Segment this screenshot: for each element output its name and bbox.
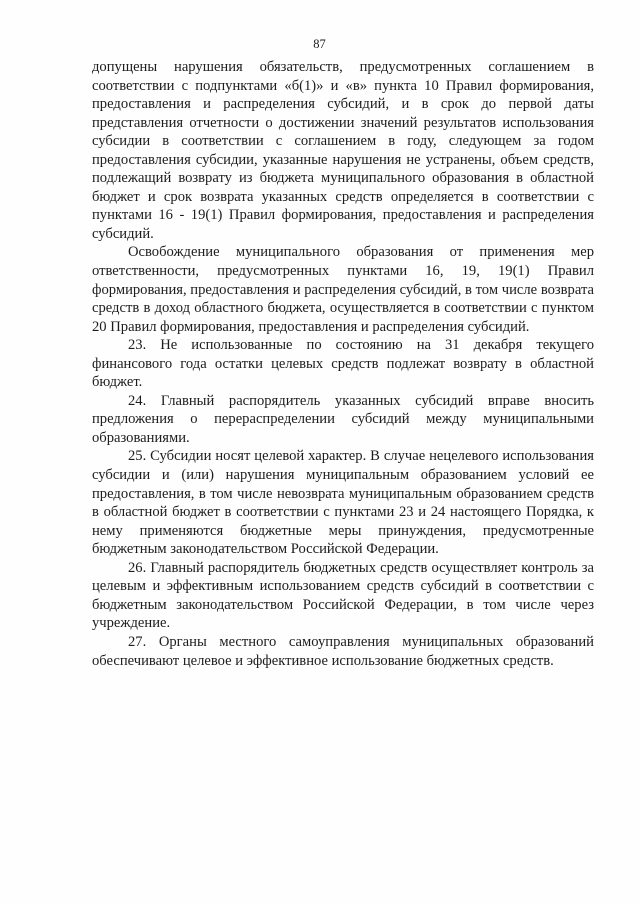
page-number: 87	[313, 37, 326, 51]
paragraph-26: 26. Главный распорядитель бюджетных средств осуществляет контроль за целевым и эффективным использованием средств субсидий в соответствии с бюджетным законодательством Российской Федерации, в том числе через учреждение.	[92, 559, 594, 632]
paragraph-exemption: Освобождение муниципального образования от применения мер ответственности, предусмотренных пунктами 16, 19, 19(1) Правил формирования, предоставления и распределения субсидий, в том числе возврата средств в доход областного бюджета, осуществляется в соответствии с пунктом 20 Правил формирования, предоставления и распределения субсидий.	[92, 244, 594, 335]
paragraph-continuation: допущены нарушения обязательств, предусмотренных соглашением в соответствии с подпунктами «б(1)» и «в» пункта 10 Правил формирования, предоставления и распределения субсидий, и в срок до первой даты представления отчетности о достижении значений результатов использования субсидии в соответствии с соглашением в году, следующем за годом предоставления субсидии, указанные нарушения не устранены, объем средств, подлежащий возврату из бюджета муниципального образования в областной бюджет и срок возврата указанных средств определяется в соответствии с пунктами 16 - 19(1) Правил формирования, предоставления и распределения субсидий.	[92, 59, 594, 242]
paragraph-23: 23. Не использованные по состоянию на 31 декабря текущего финансового года остатки целевых средств подлежат возврату в областной бюджет.	[92, 337, 594, 391]
paragraph-27: 27. Органы местного самоуправления муниципальных образований обеспечивают целевое и эффективное использование бюджетных средств.	[92, 633, 594, 669]
document-body	[92, 58, 594, 670]
paragraph-25: 25. Субсидии носят целевой характер. В случае нецелевого использования субсидии и (или) нарушения муниципальным образованием условий ее предоставления, в том числе невозврата муниципальным образованием средств в областной бюджет в соответствии с пунктами 23 и 24 настоящего Порядка, к нему применяются бюджетные меры принуждения, предусмотренные бюджетным законодательством Российской Федерации.	[92, 448, 594, 558]
paragraph-24: 24. Главный распорядитель указанных субсидий вправе вносить предложения о перераспределении субсидий между муниципальными образованиями.	[92, 392, 594, 446]
